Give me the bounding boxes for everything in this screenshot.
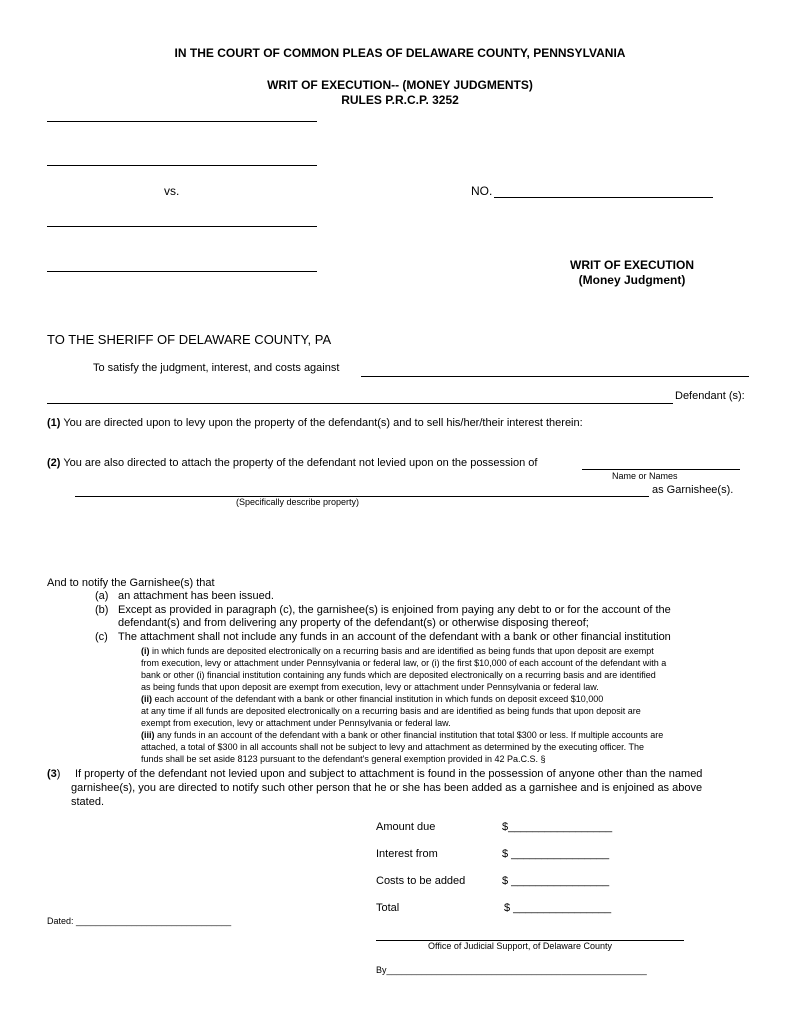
sub-i-line-4: as being funds that upon deposit are exempt from execution, levy or attachment under Pennsylvania or federal law. [141,682,599,692]
court-heading: IN THE COURT OF COMMON PLEAS OF DELAWARE COUNTY, PENNSYLVANIA [174,46,626,60]
p1-text: You are directed upon to levy upon the property of the defendant(s) and to sell his/her/their interest therein: [63,417,583,429]
as-garnishee-label: as Garnishee(s). [652,484,734,496]
property-description-line[interactable] [75,496,649,497]
plaintiff-line-1[interactable] [47,121,317,122]
writ-subtitle: (Money Judgment) [578,273,686,287]
amount-due-label: Amount due [376,821,436,833]
dated-field[interactable]: Dated: _______________________________ [47,916,232,926]
p1-number: (1) [47,417,61,429]
by-field[interactable]: By____________________________________________________ [376,965,647,975]
sub-i-line-1 [141,645,654,657]
sub-iii-text-1: any funds in an account of the defendant with a bank or other financial institution that total $300 or less. If multiple accounts are [154,730,664,740]
vs-label: vs. [164,184,180,198]
case-number-line[interactable] [494,197,713,198]
sub-ii-label: (ii) [141,694,152,704]
costs-label: Costs to be added [376,875,466,887]
rules-heading: RULES P.R.C.P. 3252 [341,93,459,107]
item-c-label: (c) [95,631,108,643]
sub-i-label: (i) [141,646,150,656]
office-caption: Office of Judicial Support, of Delaware County [428,941,612,951]
defendant-name-line[interactable] [361,376,749,377]
case-number-label: NO. [471,184,493,198]
describe-property-caption: (Specifically describe property) [236,497,360,507]
satisfy-text: To satisfy the judgment, interest, and costs against [93,362,340,374]
sub-iii-label: (iii) [141,730,155,740]
interest-from-field[interactable]: $ ________________ [502,848,610,860]
p2-number: (2) [47,457,61,469]
p3-number: (3 [47,768,57,780]
defendant-continued-line[interactable] [47,403,673,404]
p2-text: You are also directed to attach the property of the defendant not levied upon on the possession of [63,457,538,469]
sub-ii-line-1 [141,693,603,705]
sub-iii-line-1 [141,729,663,741]
item-a-label: (a) [95,590,109,602]
defendant-line-1[interactable] [47,226,317,227]
item-b-label: (b) [95,604,109,616]
item-c-text: The attachment shall not include any funds in an account of the defendant with a bank or other financial institution [118,631,671,643]
name-or-names-caption: Name or Names [612,471,678,481]
to-sheriff: TO THE SHERIFF OF DELAWARE COUNTY, PA [47,332,332,347]
sub-iii-line-3: funds shall be set aside 8123 pursuant to the defendant's general exemption provided in 42 Pa.C.S. § [141,754,546,764]
costs-field[interactable]: $ ________________ [502,875,610,887]
sub-ii-line-3: exempt from execution, levy or attachment under Pennsylvania or federal law. [141,718,451,728]
sub-ii-text-1: each account of the defendant with a bank or other financial institution in which funds on deposit exceed $10,000 [152,694,604,704]
item-b-line-1: Except as provided in paragraph (c), the garnishee(s) is enjoined from paying any debt to or for the account of the [118,604,671,616]
writ-heading: WRIT OF EXECUTION-- (MONEY JUDGMENTS) [267,78,533,92]
defendant-label: Defendant (s): [675,390,745,402]
sub-ii-line-2: at any time if all funds are deposited electronically on a recurring basis and are identified as being funds that upon deposit are [141,706,641,716]
sub-i-line-2: from execution, levy or attachment under Pennsylvania or federal law, or (i) the first $10,000 of each account of the defendant with a [141,658,667,668]
plaintiff-line-2[interactable] [47,165,317,166]
sub-i-line-3: bank or other (i) financial institution containing any funds which are deposited electronically on a recurring basis and are identified [141,670,656,680]
p3-line-2: garnishee(s), you are directed to notify such other person that he or she has been added as a garnishee and is enjoined as above [71,782,703,794]
p3-paren: ) [56,768,61,780]
total-field[interactable]: $ ________________ [504,902,612,914]
sub-i-text-1: in which funds are deposited electronically on a recurring basis and are identified as being funds that upon deposit are exempt [149,646,654,656]
item-a-text: an attachment has been issued. [118,590,274,602]
p3-line-3: stated. [71,796,105,808]
amount-due-field[interactable]: $_________________ [502,821,613,833]
notify-intro: And to notify the Garnishee(s) that [47,577,215,589]
defendant-line-2[interactable] [47,271,317,272]
garnishee-name-line[interactable] [582,469,740,470]
total-label: Total [376,902,400,914]
sub-iii-line-2: attached, a total of $300 in all accounts shall not be subject to levy and attachment as determined by the executing officer. The [141,742,644,752]
writ-title: WRIT OF EXECUTION [570,258,694,272]
item-b-line-2: defendant(s) and from delivering any property of the defendant(s) or otherwise disposing thereof; [118,617,589,629]
p3-line-1: If property of the defendant not levied upon and subject to attachment is found in the possession of anyone other than the named [75,768,703,780]
interest-from-label: Interest from [376,848,438,860]
